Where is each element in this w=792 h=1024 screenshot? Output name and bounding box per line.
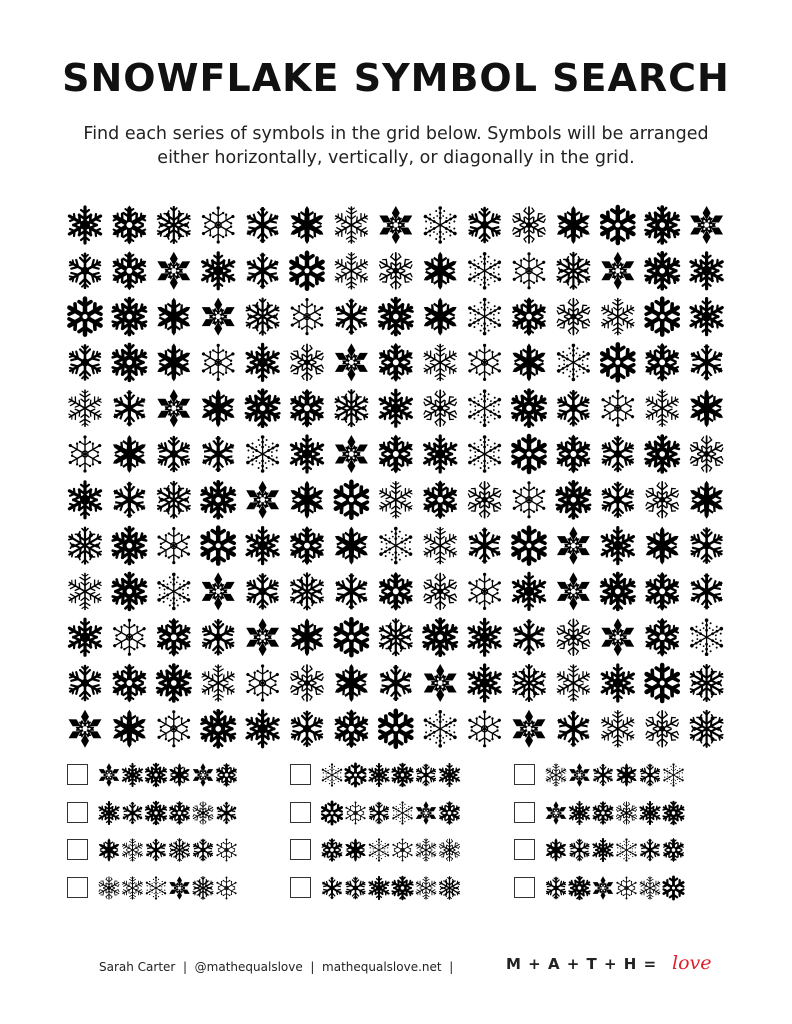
key-snowflake-icon — [639, 876, 661, 898]
key-snowflake-icon — [391, 764, 415, 786]
key-row — [67, 800, 247, 826]
grid-snowflake-icon — [509, 343, 549, 381]
grid-snowflake-icon — [555, 665, 591, 701]
grid-snowflake-icon — [553, 206, 593, 244]
grid-snowflake-icon — [154, 343, 194, 381]
grid-snowflake-icon — [66, 619, 103, 655]
key-row — [290, 837, 470, 863]
key-checkbox[interactable] — [514, 839, 535, 860]
key-snowflake-icon — [391, 876, 415, 898]
grid-snowflake-icon — [688, 711, 726, 747]
grid-snowflake-icon — [554, 572, 592, 610]
key-sequence — [544, 800, 694, 826]
grid-snowflake-icon — [157, 437, 191, 471]
grid-snowflake-icon — [644, 482, 680, 518]
key-snowflake-icon — [368, 802, 389, 823]
grid-snowflake-icon — [688, 344, 725, 380]
grid-snowflake-icon — [110, 299, 148, 335]
key-snowflake-icon — [144, 839, 167, 861]
page-title: SNOWFLAKE SYMBOL SEARCH — [62, 56, 730, 100]
grid-snowflake-icon — [377, 390, 414, 426]
grid-snowflake-icon — [287, 389, 327, 428]
grid-snowflake-icon — [510, 619, 547, 655]
key-snowflake-icon — [320, 876, 343, 898]
grid-snowflake-icon — [67, 573, 103, 609]
grid-snowflake-icon — [422, 573, 458, 609]
grid-snowflake-icon — [154, 298, 194, 336]
grid-snowflake-icon — [109, 710, 149, 748]
grid-snowflake-icon — [688, 253, 725, 289]
key-snowflake-icon — [121, 801, 144, 823]
key-snowflake-icon — [545, 764, 567, 786]
key-snowflake-icon — [168, 876, 192, 900]
key-checkbox[interactable] — [290, 764, 311, 785]
key-checkbox[interactable] — [67, 802, 88, 823]
key-snowflake-icon — [662, 876, 685, 898]
grid-snowflake-icon — [244, 528, 281, 564]
key-snowflake-icon — [391, 801, 414, 824]
key-row — [67, 837, 247, 863]
key-snowflake-icon — [215, 876, 239, 899]
grid-snowflake-icon — [110, 528, 148, 564]
grid-snowflake-icon — [376, 343, 416, 382]
key-snowflake-icon — [144, 876, 167, 899]
key-checkbox[interactable] — [290, 802, 311, 823]
key-snowflake-icon — [345, 877, 366, 898]
key-snowflake-icon — [144, 801, 168, 823]
grid-snowflake-icon — [110, 664, 150, 703]
key-snowflake-icon — [639, 764, 660, 785]
grid-snowflake-icon — [421, 710, 459, 748]
grid-snowflake-icon — [333, 482, 370, 518]
key-snowflake-icon — [144, 764, 168, 786]
key-checkbox[interactable] — [290, 839, 311, 860]
footer-credits: Sarah Carter | @mathequalslove | mathequalslove.net | — [99, 960, 454, 974]
grid-snowflake-icon — [244, 435, 282, 473]
key-snowflake-icon — [167, 800, 192, 824]
grid-snowflake-icon — [199, 298, 237, 336]
grid-snowflake-icon — [556, 391, 590, 425]
key-snowflake-icon — [121, 764, 144, 786]
grid-snowflake-icon — [244, 344, 281, 380]
grid-snowflake-icon — [155, 527, 193, 564]
grid-snowflake-icon — [333, 253, 369, 289]
grid-snowflake-icon — [243, 664, 281, 701]
grid-snowflake-icon — [287, 526, 327, 565]
grid-snowflake-icon — [510, 573, 547, 609]
grid-snowflake-icon — [378, 253, 414, 289]
grid-snowflake-icon — [67, 390, 103, 426]
key-snowflake-icon — [568, 876, 592, 898]
grid-snowflake-icon — [642, 572, 682, 611]
grid-snowflake-icon — [155, 389, 193, 427]
grid-snowflake-icon — [244, 390, 282, 426]
grid-snowflake-icon — [554, 435, 594, 474]
grid-snowflake-icon — [332, 343, 370, 381]
grid-snowflake-icon — [333, 207, 369, 243]
key-snowflake-icon — [591, 876, 615, 900]
grid-snowflake-icon — [643, 253, 681, 289]
key-snowflake-icon — [215, 801, 238, 823]
grid-snowflake-icon — [244, 481, 282, 519]
key-snowflake-icon — [192, 839, 213, 860]
grid-snowflake-icon — [155, 482, 193, 518]
grid-snowflake-icon — [376, 572, 416, 611]
grid-snowflake-icon — [244, 299, 282, 335]
grid-snowflake-icon — [642, 343, 682, 382]
grid-snowflake-icon — [200, 253, 237, 289]
grid-snowflake-icon — [111, 390, 148, 426]
grid-snowflake-icon — [466, 665, 503, 701]
grid-snowflake-icon — [287, 206, 327, 244]
key-row — [290, 800, 470, 826]
grid-snowflake-icon — [377, 299, 415, 335]
key-snowflake-icon — [438, 839, 460, 861]
grid-snowflake-icon — [465, 573, 503, 610]
grid-snowflake-icon — [377, 619, 415, 655]
grid-snowflake-icon — [66, 435, 104, 472]
key-sequence — [544, 762, 694, 788]
key-checkbox[interactable] — [514, 877, 535, 898]
grid-snowflake-icon — [201, 620, 235, 654]
key-snowflake-icon — [214, 763, 239, 787]
key-snowflake-icon — [545, 877, 566, 898]
grid-snowflake-icon — [600, 299, 636, 335]
key-snowflake-icon — [391, 838, 415, 861]
grid-snowflake-icon — [688, 618, 726, 656]
key-snowflake-icon — [591, 764, 614, 786]
key-snowflake-icon — [191, 876, 215, 898]
grid-snowflake-icon — [422, 436, 459, 472]
grid-snowflake-icon — [466, 252, 504, 290]
grid-snowflake-icon — [155, 573, 193, 611]
key-sequence — [544, 837, 694, 863]
grid-snowflake-icon — [642, 527, 682, 565]
key-snowflake-icon — [615, 876, 639, 899]
grid-snowflake-icon — [555, 711, 592, 747]
grid-snowflake-icon — [599, 390, 637, 427]
key-sequence — [97, 800, 247, 826]
grid-snowflake-icon — [421, 619, 459, 655]
grid-snowflake-icon — [466, 435, 504, 473]
grid-snowflake-icon — [599, 665, 636, 701]
grid-snowflake-icon — [244, 711, 281, 747]
grid-snowflake-icon — [331, 527, 371, 565]
grid-snowflake-icon — [68, 254, 102, 288]
key-snowflake-icon — [591, 800, 616, 824]
grid-snowflake-icon — [377, 665, 414, 701]
grid-snowflake-icon — [467, 482, 503, 518]
grid-snowflake-icon — [466, 298, 504, 336]
grid-snowflake-icon — [333, 619, 370, 655]
key-snowflake-icon — [614, 763, 639, 787]
grid-snowflake-icon — [199, 572, 237, 610]
grid-snowflake-icon — [377, 711, 414, 747]
key-checkbox[interactable] — [514, 802, 535, 823]
grid-snowflake-icon — [111, 482, 148, 518]
grid-snowflake-icon — [644, 390, 680, 426]
grid-snowflake-icon — [245, 574, 279, 608]
grid-snowflake-icon — [155, 710, 193, 747]
key-snowflake-icon — [438, 764, 461, 786]
grid-snowflake-icon — [155, 207, 193, 243]
grid-snowflake-icon — [420, 480, 460, 519]
grid-snowflake-icon — [688, 573, 725, 609]
key-snowflake-icon — [615, 801, 637, 823]
grid-snowflake-icon — [200, 665, 236, 701]
key-sequence — [97, 762, 247, 788]
grid-snowflake-icon — [510, 436, 547, 472]
key-snowflake-icon — [320, 838, 344, 862]
key-snowflake-icon — [320, 763, 343, 786]
grid-snowflake-icon — [601, 483, 635, 517]
grid-snowflake-icon — [68, 345, 102, 379]
key-row — [67, 875, 247, 901]
grid-snowflake-icon — [199, 206, 237, 243]
key-snowflake-icon — [121, 839, 143, 861]
grid-snowflake-icon — [287, 618, 327, 656]
grid-snowflake-icon — [289, 665, 325, 701]
grid-snowflake-icon — [333, 573, 370, 609]
key-snowflake-icon — [568, 801, 591, 823]
grid-snowflake-icon — [378, 482, 414, 518]
grid-snowflake-icon — [154, 618, 194, 657]
grid-snowflake-icon — [687, 481, 727, 519]
key-row — [514, 837, 694, 863]
key-snowflake-icon — [661, 838, 686, 862]
key-snowflake-icon — [638, 839, 661, 861]
grid-snowflake-icon — [331, 664, 371, 702]
grid-snowflake-icon — [688, 206, 726, 244]
grid-snowflake-icon — [688, 665, 726, 701]
grid-snowflake-icon — [199, 344, 237, 381]
grid-snowflake-icon — [288, 298, 326, 335]
grid-snowflake-icon — [155, 665, 193, 701]
key-snowflake-icon — [662, 763, 685, 786]
grid-snowflake-icon — [66, 710, 104, 748]
grid-snowflake-icon — [289, 344, 325, 380]
key-sequence — [97, 875, 247, 901]
grid-snowflake-icon — [599, 344, 636, 380]
grid-snowflake-icon — [66, 528, 104, 564]
key-snowflake-icon — [344, 764, 367, 786]
grid-snowflake-icon — [244, 618, 282, 656]
key-snowflake-icon — [415, 839, 437, 861]
grid-snowflake-icon — [510, 665, 548, 701]
key-snowflake-icon — [544, 838, 568, 862]
grid-snowflake-icon — [110, 573, 148, 609]
grid-snowflake-icon — [110, 206, 150, 245]
grid-snowflake-icon — [288, 253, 325, 289]
grid-snowflake-icon — [66, 482, 103, 518]
grid-snowflake-icon — [466, 389, 504, 427]
grid-snowflake-icon — [155, 252, 193, 290]
grid-snowflake-icon — [599, 573, 637, 609]
grid-snowflake-icon — [466, 619, 503, 655]
grid-snowflake-icon — [466, 528, 503, 564]
key-sequence — [544, 875, 694, 901]
grid-snowflake-icon — [555, 344, 593, 382]
grid-snowflake-icon — [332, 390, 370, 426]
grid-snowflake-icon — [244, 253, 281, 289]
key-snowflake-icon — [569, 839, 590, 860]
key-snowflake-icon — [414, 801, 438, 825]
key-snowflake-icon — [97, 801, 120, 823]
grid-snowflake-icon — [66, 299, 103, 335]
grid-snowflake-icon — [509, 297, 549, 336]
grid-snowflake-icon — [510, 481, 548, 518]
key-snowflake-icon — [367, 764, 390, 786]
grid-snowflake-icon — [600, 711, 636, 747]
grid-snowflake-icon — [555, 619, 591, 655]
key-snowflake-icon — [97, 838, 121, 862]
grid-snowflake-icon — [467, 208, 501, 242]
key-sequence — [320, 837, 470, 863]
grid-snowflake-icon — [421, 664, 459, 702]
key-checkbox[interactable] — [67, 877, 88, 898]
grid-snowflake-icon — [110, 344, 148, 380]
grid-snowflake-icon — [643, 436, 681, 472]
key-snowflake-icon — [343, 838, 368, 862]
key-snowflake-icon — [415, 876, 437, 898]
grid-snowflake-icon — [109, 435, 149, 473]
grid-snowflake-icon — [422, 390, 458, 426]
key-snowflake-icon — [97, 763, 121, 787]
key-snowflake-icon — [415, 764, 436, 785]
key-snowflake-icon — [638, 801, 661, 823]
grid-snowflake-icon — [465, 344, 503, 381]
grid-snowflake-icon — [687, 389, 727, 427]
key-row — [290, 762, 470, 788]
grid-snowflake-icon — [422, 344, 458, 380]
grid-snowflake-icon — [332, 435, 370, 473]
grid-snowflake-icon — [110, 619, 148, 656]
grid-snowflake-icon — [377, 206, 415, 244]
grid-snowflake-icon — [554, 253, 592, 289]
footer-logo: M + A + T + H = — [506, 955, 658, 973]
grid-snowflake-icon — [599, 207, 636, 243]
grid-snowflake-icon — [244, 207, 281, 243]
grid-snowflake-icon — [333, 299, 370, 335]
key-snowflake-icon — [615, 838, 638, 861]
grid-snowflake-icon — [376, 435, 416, 474]
grid-snowflake-icon — [689, 436, 725, 472]
key-row — [67, 762, 247, 788]
key-row — [514, 800, 694, 826]
key-sequence — [320, 800, 470, 826]
grid-snowflake-icon — [465, 710, 503, 747]
grid-snowflake-icon — [643, 207, 681, 243]
key-snowflake-icon — [662, 801, 686, 823]
key-snowflake-icon — [544, 801, 568, 825]
key-sequence — [97, 837, 247, 863]
key-snowflake-icon — [344, 801, 368, 824]
grid-snowflake-icon — [510, 252, 548, 289]
grid-snowflake-icon — [420, 298, 460, 336]
grid-snowflake-icon — [510, 710, 548, 748]
key-checkbox[interactable] — [67, 839, 88, 860]
grid-snowflake-icon — [511, 207, 547, 243]
key-snowflake-icon — [191, 763, 215, 787]
grid-snowflake-icon — [554, 527, 592, 565]
key-snowflake-icon — [192, 801, 214, 823]
grid-snowflake-icon — [689, 529, 723, 563]
grid-snowflake-icon — [110, 251, 150, 290]
grid-snowflake-icon — [510, 390, 548, 426]
key-snowflake-icon — [367, 838, 390, 861]
key-snowflake-icon — [320, 801, 343, 823]
key-snowflake-icon — [437, 800, 462, 824]
key-snowflake-icon — [568, 763, 592, 787]
key-snowflake-icon — [367, 876, 390, 898]
grid-snowflake-icon — [198, 389, 238, 427]
grid-snowflake-icon — [599, 252, 637, 290]
grid-snowflake-icon — [510, 528, 547, 564]
grid-snowflake-icon — [599, 618, 637, 656]
grid-snowflake-icon — [288, 436, 325, 472]
grid-snowflake-icon — [644, 299, 681, 335]
grid-snowflake-icon — [377, 527, 415, 565]
grid-snowflake-icon — [199, 482, 237, 518]
key-snowflake-icon — [215, 838, 239, 861]
key-snowflake-icon — [121, 876, 143, 898]
key-snowflake-icon — [167, 763, 192, 787]
grid-snowflake-icon — [421, 206, 459, 244]
grid-snowflake-icon — [200, 436, 237, 472]
key-snowflake-icon — [438, 876, 462, 898]
key-row — [514, 762, 694, 788]
grid-snowflake-icon — [288, 573, 326, 609]
key-sequence — [320, 762, 470, 788]
key-snowflake-icon — [168, 839, 192, 861]
key-checkbox[interactable] — [514, 764, 535, 785]
grid-snowflake-icon — [290, 712, 324, 746]
key-row — [514, 875, 694, 901]
key-row — [290, 875, 470, 901]
grid-snowflake-icon — [66, 207, 103, 243]
grid-snowflake-icon — [422, 528, 458, 564]
grid-snowflake-icon — [644, 711, 680, 747]
grid-snowflake-icon — [555, 299, 591, 335]
key-snowflake-icon — [591, 839, 614, 861]
grid-snowflake-icon — [644, 665, 681, 701]
grid-snowflake-icon — [200, 528, 237, 564]
grid-snowflake-icon — [642, 618, 682, 657]
grid-snowflake-icon — [199, 711, 237, 747]
key-snowflake-icon — [98, 876, 120, 898]
grid-snowflake-icon — [287, 481, 327, 519]
grid-snowflake-icon — [68, 666, 102, 700]
key-sequence — [320, 875, 470, 901]
grid-snowflake-icon — [601, 437, 635, 471]
key-checkbox[interactable] — [67, 764, 88, 785]
instructions-text: Find each series of symbols in the grid below. Symbols will be arranged either horizontally, vertically, or diagonally in the grid. — [83, 124, 709, 168]
grid-snowflake-icon — [599, 528, 636, 564]
key-checkbox[interactable] — [290, 877, 311, 898]
grid-snowflake-icon — [554, 482, 592, 518]
grid-snowflake-icon — [420, 252, 460, 290]
grid-snowflake-icon — [688, 299, 725, 335]
footer-love-script: love — [672, 952, 712, 974]
grid-snowflake-icon — [332, 709, 372, 748]
